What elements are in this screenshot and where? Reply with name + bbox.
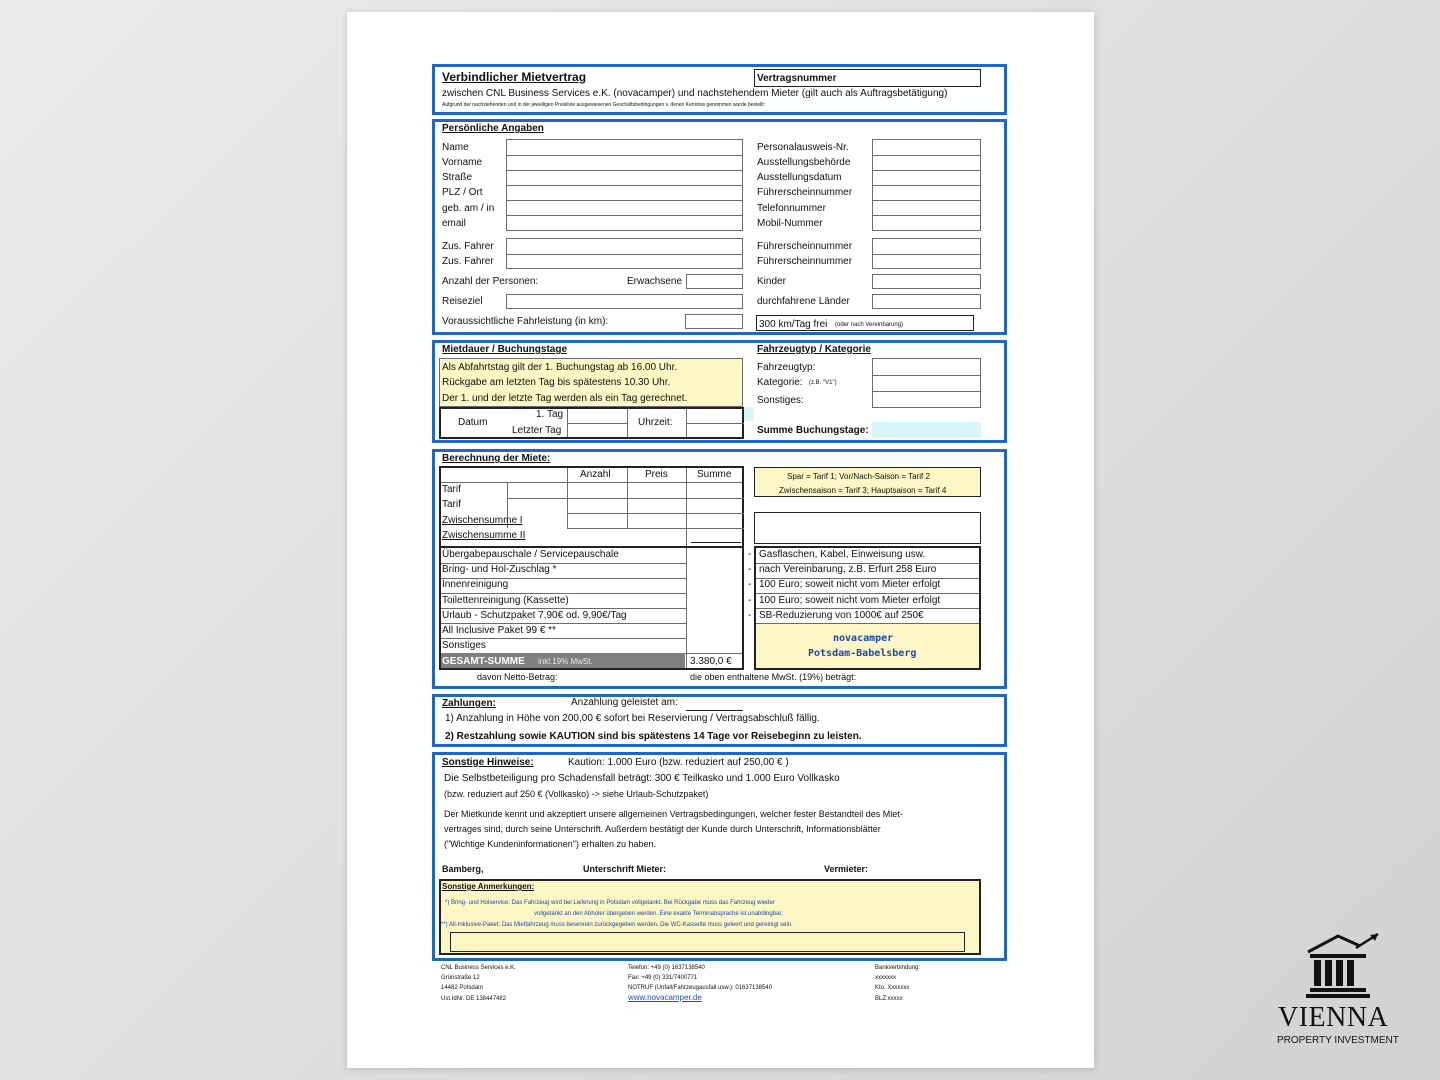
duration-heading: Mietdauer / Buchungstage bbox=[442, 344, 568, 355]
signature-renter-label: Unterschrift Mieter: bbox=[583, 864, 667, 874]
destination-label: Reiseziel bbox=[442, 296, 483, 307]
field-label: Mobil-Nummer bbox=[757, 218, 823, 229]
extra-item: Sonstiges bbox=[442, 640, 486, 651]
footer-line: CNL Business Services e.K. bbox=[441, 965, 516, 971]
extras-dash: - bbox=[748, 610, 752, 621]
last-day-date-input[interactable] bbox=[566, 423, 625, 437]
col-header-count: Anzahl bbox=[580, 469, 611, 480]
field-label: email bbox=[442, 218, 466, 229]
contract-title: Verbindlicher Mietvertrag bbox=[442, 70, 587, 84]
brand-location: Potsdam-Babelsberg bbox=[808, 648, 917, 659]
terms-line: vertrages sind, durch seine Unterschrift. Außerdem bestätigt der Kunde durch Unterschrift, Informationsblätter bbox=[444, 824, 881, 834]
free-km-box bbox=[756, 315, 974, 331]
extra-license-inputs[interactable] bbox=[872, 238, 981, 269]
free-km-text: 300 km/Tag frei bbox=[759, 319, 828, 330]
field-label: Ausstellungsdatum bbox=[757, 172, 842, 183]
footer-line: Kto. Xxxxxxx bbox=[875, 985, 910, 991]
subtotal-1-label: Zwischensumme I bbox=[442, 515, 523, 526]
extra-item: All Inclusive Paket 99 € ** bbox=[442, 625, 556, 636]
vehicle-type-label: Fahrzeugtyp: bbox=[757, 362, 816, 373]
watermark-name: VIENNA bbox=[1278, 1002, 1389, 1033]
tariff-row-label: Tarif bbox=[442, 484, 461, 495]
extra-driver-inputs[interactable] bbox=[506, 238, 743, 269]
persons-label: Anzahl der Personen: bbox=[442, 276, 539, 287]
extras-note: nach Vereinbarung, z.B. Erfurt 258 Euro bbox=[759, 564, 937, 575]
field-label: PLZ / Ort bbox=[442, 187, 483, 198]
col-header-sum: Summe bbox=[697, 469, 732, 480]
personal-right-input-grid[interactable] bbox=[872, 139, 981, 231]
remark-line: **) All-Inklusive-Paket: Das Mietfahrzeug muss besenrein zurückgegeben werden. Die WC-Kassette muss geleert und gereinigt sein. bbox=[441, 922, 793, 928]
deductible-note: Die Selbstbeteiligung pro Schadensfall beträgt: 300 € Teilkasko und 1.000 Euro Vollkasko bbox=[444, 773, 840, 784]
extras-dash: - bbox=[748, 564, 752, 575]
brand-box bbox=[756, 624, 979, 668]
deductible-reduced-note: (bzw. reduziert auf 250 € (Vollkasko) -> siehe Urlaub-Schutzpaket) bbox=[444, 789, 709, 799]
field-label: Ausstellungsbehörde bbox=[757, 157, 851, 168]
adults-label: Erwachsene bbox=[627, 276, 683, 287]
extra-item: Toilettenreinigung (Kassette) bbox=[442, 595, 569, 606]
payments-heading: Zahlungen: bbox=[442, 698, 496, 709]
deposit-note: Kaution: 1.000 Euro (bzw. reduziert auf 250,00 € ) bbox=[568, 757, 789, 768]
payment-line-2: 2) Restzahlung sowie KAUTION sind bis spätestens 14 Tage vor Reisebeginn zu leisten. bbox=[445, 731, 862, 742]
free-km-note: (oder nach Vereinbarung) bbox=[835, 322, 904, 328]
contract-parties: zwischen CNL Business Services e.K. (novacamper) und nachstehendem Mieter (gilt auch als Auftragsbetätigung) bbox=[442, 88, 948, 99]
contract-number-box[interactable] bbox=[754, 69, 981, 87]
vehicle-heading: Fahrzeugtyp / Kategorie bbox=[757, 344, 871, 355]
first-day-time-input[interactable] bbox=[686, 409, 742, 422]
extras-dash: - bbox=[748, 579, 752, 590]
field-label: Vorname bbox=[442, 157, 483, 168]
mileage-label: Voraussichtliche Fahrleistung (in km): bbox=[442, 316, 609, 327]
tariff-info-line: Spar = Tarif 1; Vor/Nach-Saison = Tarif 2 bbox=[787, 472, 930, 481]
vehicle-input-grid[interactable] bbox=[872, 358, 981, 408]
children-input[interactable] bbox=[872, 274, 981, 289]
extra-item: Übergabepauschale / Servicepauschale bbox=[442, 549, 619, 560]
tariff-info-line: Zwischensaison = Tarif 3; Hauptsaison = Tarif 4 bbox=[779, 486, 947, 495]
footer-line: Ust.IdNr. DE 138447482 bbox=[441, 996, 507, 1002]
duration-note: Als Abfahrtstag gilt der 1. Buchungstag ab 16.00 Uhr. bbox=[442, 362, 678, 373]
first-day-date-input[interactable] bbox=[566, 409, 625, 422]
extras-dash: - bbox=[748, 595, 752, 606]
footer-line: Fax: +49 (0) 331/7400771 bbox=[628, 975, 698, 981]
footer-line: Bankverbindung: bbox=[875, 965, 921, 971]
total-label: GESAMT-SUMME bbox=[442, 656, 525, 667]
footer-line: BLZ:xxxxx bbox=[875, 996, 903, 1002]
category-label: Kategorie: bbox=[757, 377, 803, 388]
total-value: 3.380,0 € bbox=[690, 656, 732, 667]
misc-label: Sonstiges: bbox=[757, 395, 804, 406]
total-days-label: Summe Buchungstage: bbox=[757, 425, 869, 436]
footer-line: 14482 Potsdam bbox=[441, 985, 484, 991]
tariff-info-box bbox=[754, 467, 981, 497]
footer-line: Grünstraße 12 bbox=[441, 975, 480, 981]
footer-line: xxxxxxx bbox=[875, 975, 896, 981]
deposit-paid-label: Anzahlung geleistet am: bbox=[571, 697, 678, 708]
field-label: Telefonnummer bbox=[757, 203, 826, 214]
calc-heading: Berechnung der Miete: bbox=[442, 453, 551, 464]
remark-line: *) Bring- und Holservice: Das Fahrzeug wird bei Lieferung in Potsdam vollgetankt. Bei Rückgabe muss das Fahrzeug wieder bbox=[445, 900, 775, 906]
personal-heading: Persönliche Angaben bbox=[442, 123, 544, 134]
total-note: inkl.19% MwSt. bbox=[538, 657, 593, 666]
website-link[interactable]: www.novacamper.de bbox=[628, 993, 702, 1002]
vat-label: die oben enthaltene MwSt. (19%) beträgt: bbox=[690, 672, 857, 682]
extra-item: Innenreinigung bbox=[442, 579, 509, 590]
remark-line: vollgetankt an den Abholer übergeben werden. Eine exakte Terminabsprache ist unabdingbar. bbox=[534, 911, 783, 917]
date-label: Datum bbox=[458, 417, 488, 428]
brand-name: novacamper bbox=[833, 633, 894, 644]
adults-input[interactable] bbox=[686, 274, 743, 289]
contract-fineprint: Aufgrund der nachstehenden und in der jeweiligen Preisliste ausgewiesenen Geschäftsbedingungen v. denen Kenntnis genommen wurde bestellt: bbox=[442, 102, 766, 108]
field-label: Name bbox=[442, 142, 469, 153]
mileage-input[interactable] bbox=[685, 314, 743, 329]
extras-note: 100 Euro; soweit nicht vom Mieter erfolgt bbox=[759, 595, 941, 606]
remarks-input[interactable] bbox=[450, 932, 965, 952]
children-label: Kinder bbox=[757, 276, 786, 287]
countries-label: durchfahrene Länder bbox=[757, 296, 850, 307]
extra-license-label: Führerscheinnummer bbox=[757, 241, 853, 252]
watermark-tagline: PROPERTY INVESTMENT bbox=[1277, 1035, 1399, 1046]
last-day-label: Letzter Tag bbox=[512, 425, 562, 436]
extra-item: Urlaub - Schutzpaket 7,90€ od. 9,90€/Tag bbox=[442, 610, 627, 621]
payment-line-1: 1) Anzahlung in Höhe von 200,00 € sofort bei Reservierung / Vertragsabschluß fällig. bbox=[445, 713, 820, 724]
extras-note: SB-Reduzierung von 1000€ auf 250€ bbox=[759, 610, 924, 621]
countries-input[interactable] bbox=[872, 294, 981, 309]
footer-line: NOTRUF (Unfall/Fahrzeugausfall usw.): 01637138540 bbox=[628, 985, 773, 991]
signature-landlord-label: Vermieter: bbox=[824, 864, 869, 874]
notes-empty-box[interactable] bbox=[754, 512, 981, 544]
destination-input[interactable] bbox=[506, 294, 743, 309]
extras-note: Gasflaschen, Kabel, Einweisung usw. bbox=[759, 549, 926, 560]
personal-left-input-grid[interactable] bbox=[506, 139, 743, 231]
duration-cyan-marker bbox=[744, 407, 754, 421]
extra-driver-label: Zus. Fahrer bbox=[442, 241, 494, 252]
extras-dash: - bbox=[748, 549, 752, 560]
last-day-time-input[interactable] bbox=[686, 423, 742, 437]
signature-place: Bamberg, bbox=[442, 864, 484, 874]
col-header-price: Preis bbox=[645, 469, 668, 480]
field-label: Personalausweis-Nr. bbox=[757, 142, 849, 153]
net-label: davon Netto-Betrag: bbox=[477, 672, 558, 682]
field-label: Straße bbox=[442, 172, 473, 183]
extra-license-label: Führerscheinnummer bbox=[757, 256, 853, 267]
extras-note: 100 Euro; soweit nicht vom Mieter erfolgt bbox=[759, 579, 941, 590]
building-logo-icon bbox=[1300, 930, 1384, 1000]
deposit-paid-line[interactable] bbox=[686, 710, 743, 711]
field-label: Führerscheinnummer bbox=[757, 187, 853, 198]
footer-line: Telefon: +49 (0) 1637138540 bbox=[628, 965, 705, 971]
extra-driver-label: Zus. Fahrer bbox=[442, 256, 494, 267]
remarks-heading: Sonstige Anmerkungen: bbox=[442, 882, 535, 891]
tariff-row-label: Tarif bbox=[442, 499, 461, 510]
terms-line: ("Wichtige Kundeninformationen") erhalten zu haben. bbox=[444, 839, 657, 849]
first-day-label: 1. Tag bbox=[536, 409, 564, 420]
category-example: (z.B. "V1") bbox=[809, 380, 837, 386]
duration-note: Der 1. und der letzte Tag werden als ein Tag gerechnet. bbox=[442, 393, 688, 404]
subtotal-2-label: Zwischensumme II bbox=[442, 530, 526, 541]
total-days-value[interactable] bbox=[872, 422, 981, 438]
contract-number-label: Vertragsnummer bbox=[757, 73, 837, 84]
duration-note: Rückgabe am letzten Tag bis spätestens 10.30 Uhr. bbox=[442, 377, 671, 388]
time-label: Uhrzeit: bbox=[638, 417, 673, 428]
extra-item: Bring- und Hol-Zuschlag * bbox=[442, 564, 557, 575]
terms-line: Der Mietkunde kennt und akzeptiert unsere allgemeinen Vertragsbedingungen, welcher fester Bestandteil des Miet- bbox=[444, 809, 903, 819]
notes-heading: Sonstige Hinweise: bbox=[442, 757, 534, 768]
field-label: geb. am / in bbox=[442, 203, 495, 214]
